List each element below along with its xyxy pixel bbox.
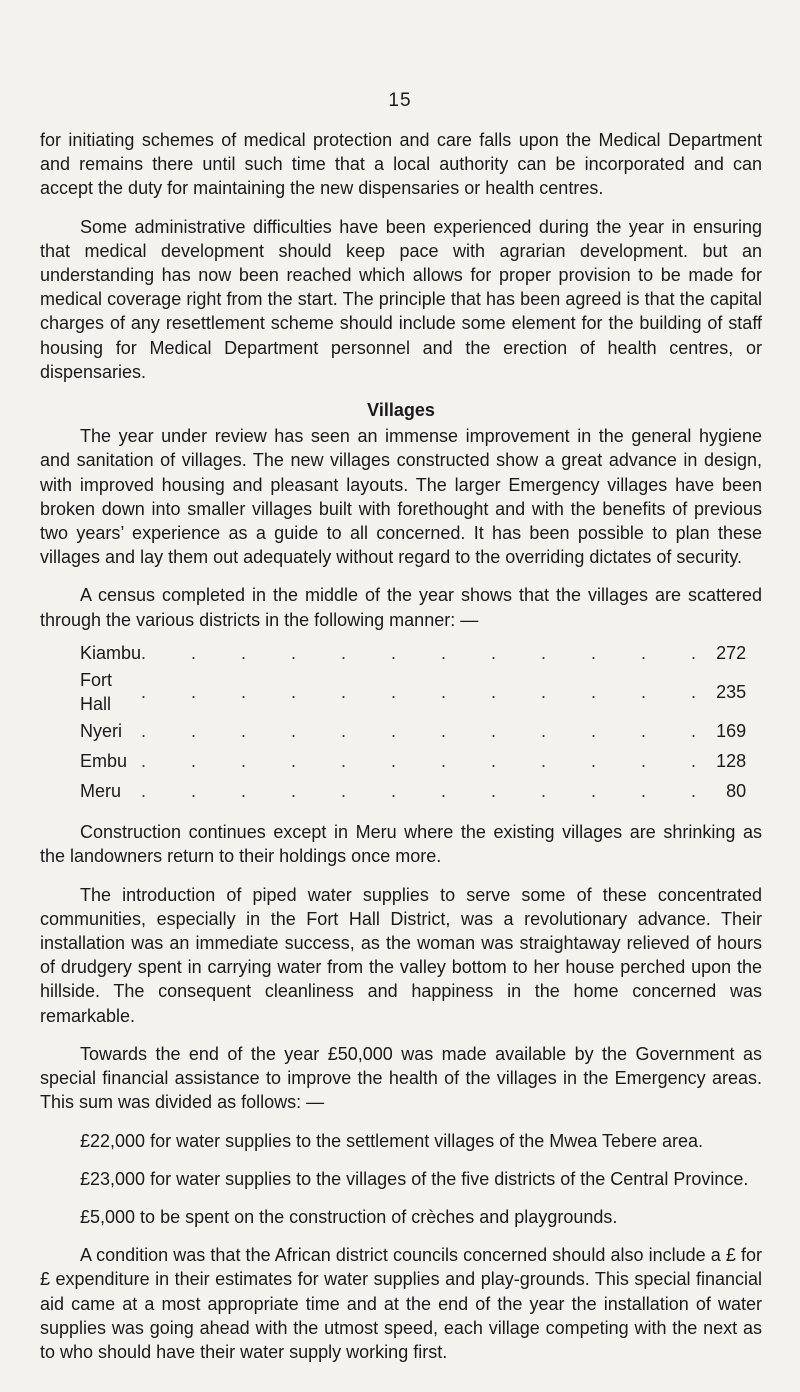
census-district: Kiambu xyxy=(80,642,142,663)
census-row xyxy=(80,746,746,776)
census-count: 128 xyxy=(716,751,747,772)
section-heading-villages: Villages xyxy=(367,400,435,421)
paragraph-condition: A condition was that the African district councils concerned should also include a £ for £ expenditure in their estimates for water supplies and play-grounds. This special financial aid came at a most appropriate time and at the end of the year the installation of water supplies was going ahead with the utmost speed, each village competing with the next as to who should have their water supply working first. xyxy=(40,1245,762,1362)
census-row xyxy=(80,638,746,668)
paragraph-construction: Construction continues except in Meru where the existing villages are shrinking as the landowners return to their holdings once more. xyxy=(40,822,762,867)
paragraph-continuation: for initiating schemes of medical protection and care falls upon the Medical Department and remains there until such time that a local authority can be incorporated and can accept the duty for maintaining the new dispensaries or health centres. xyxy=(40,130,762,199)
paragraph-piped-water: The introduction of piped water supplies to serve some of these concentrated communities, especially in the Fort Hall District, was a revolutionary advance. Their installation was an immediate success, as the woman was straightaway relieved of hours of drudgery spent in carrying water from the valley bottom to her house perched upon the hillside. The consequent cleanliness and happiness in the home concerned was remarkable. xyxy=(40,884,762,1026)
census-row xyxy=(80,776,746,806)
census-district: Meru xyxy=(80,781,122,802)
page-body xyxy=(40,128,762,1364)
census-count: 80 xyxy=(726,781,747,802)
leader-dots: . . . . . . . . . . . . xyxy=(141,681,717,702)
page-number: 15 xyxy=(388,90,412,111)
leader-dots: . . . . . . . . . . . . xyxy=(141,751,717,772)
paragraph-financial-assistance: Towards the end of the year £50,000 was made available by the Government as special financial assistance to improve the health of the villages in the Emergency areas. This sum was divided as follows: — xyxy=(40,1043,762,1113)
paragraph-census-intro: A census completed in the middle of the year shows that the villages are scattered through the various districts in the following manner: — xyxy=(40,585,762,630)
census-table xyxy=(80,638,746,806)
leader-dots: . . . . . . . . . . . . xyxy=(141,721,717,742)
paragraph-administrative-difficulties: Some administrative difficulties have been experienced during the year in ensuring that medical development should keep pace with agrarian development. but an understanding has now been reached which allows for proper provision to be made for medical coverage right from the start. The principle that has been agreed is that the capital charges of any resettlement scheme should include some element for the building of staff housing for Medical Department personnel and the erection of health centres, or dispensaries. xyxy=(40,216,762,382)
allocation-item: £23,000 for water supplies to the villages of the five districts of the Central Province. xyxy=(80,1168,749,1189)
leader-dots: . . . . . . . . . . . . xyxy=(141,781,717,802)
census-count: 235 xyxy=(716,681,747,702)
census-row xyxy=(80,668,746,716)
census-district: Embu xyxy=(80,751,128,772)
census-district: Fort Hall xyxy=(80,669,113,715)
paragraph-village-improvement: The year under review has seen an immense improvement in the general hygiene and sanitation of villages. The new villages constructed show a great advance in design, with improved housing and pleasant layouts. The larger Emergency villages have been broken down into smaller villages built with forethought and with the benefits of previous two years’ experience as a guide to all concerned. It has been possible to plan these villages and lay them out adequately without regard to the overriding dictates of security. xyxy=(40,426,762,568)
census-row xyxy=(80,716,746,746)
census-count: 272 xyxy=(716,642,747,663)
leader-dots: . . . . . . . . . . . . xyxy=(141,642,717,663)
allocation-item: £22,000 for water supplies to the settlement villages of the Mwea Tebere area. xyxy=(80,1130,704,1151)
allocation-item: £5,000 to be spent on the construction of crèches and playgrounds. xyxy=(80,1206,618,1227)
census-district: Nyeri xyxy=(80,721,123,742)
census-count: 169 xyxy=(716,721,747,742)
